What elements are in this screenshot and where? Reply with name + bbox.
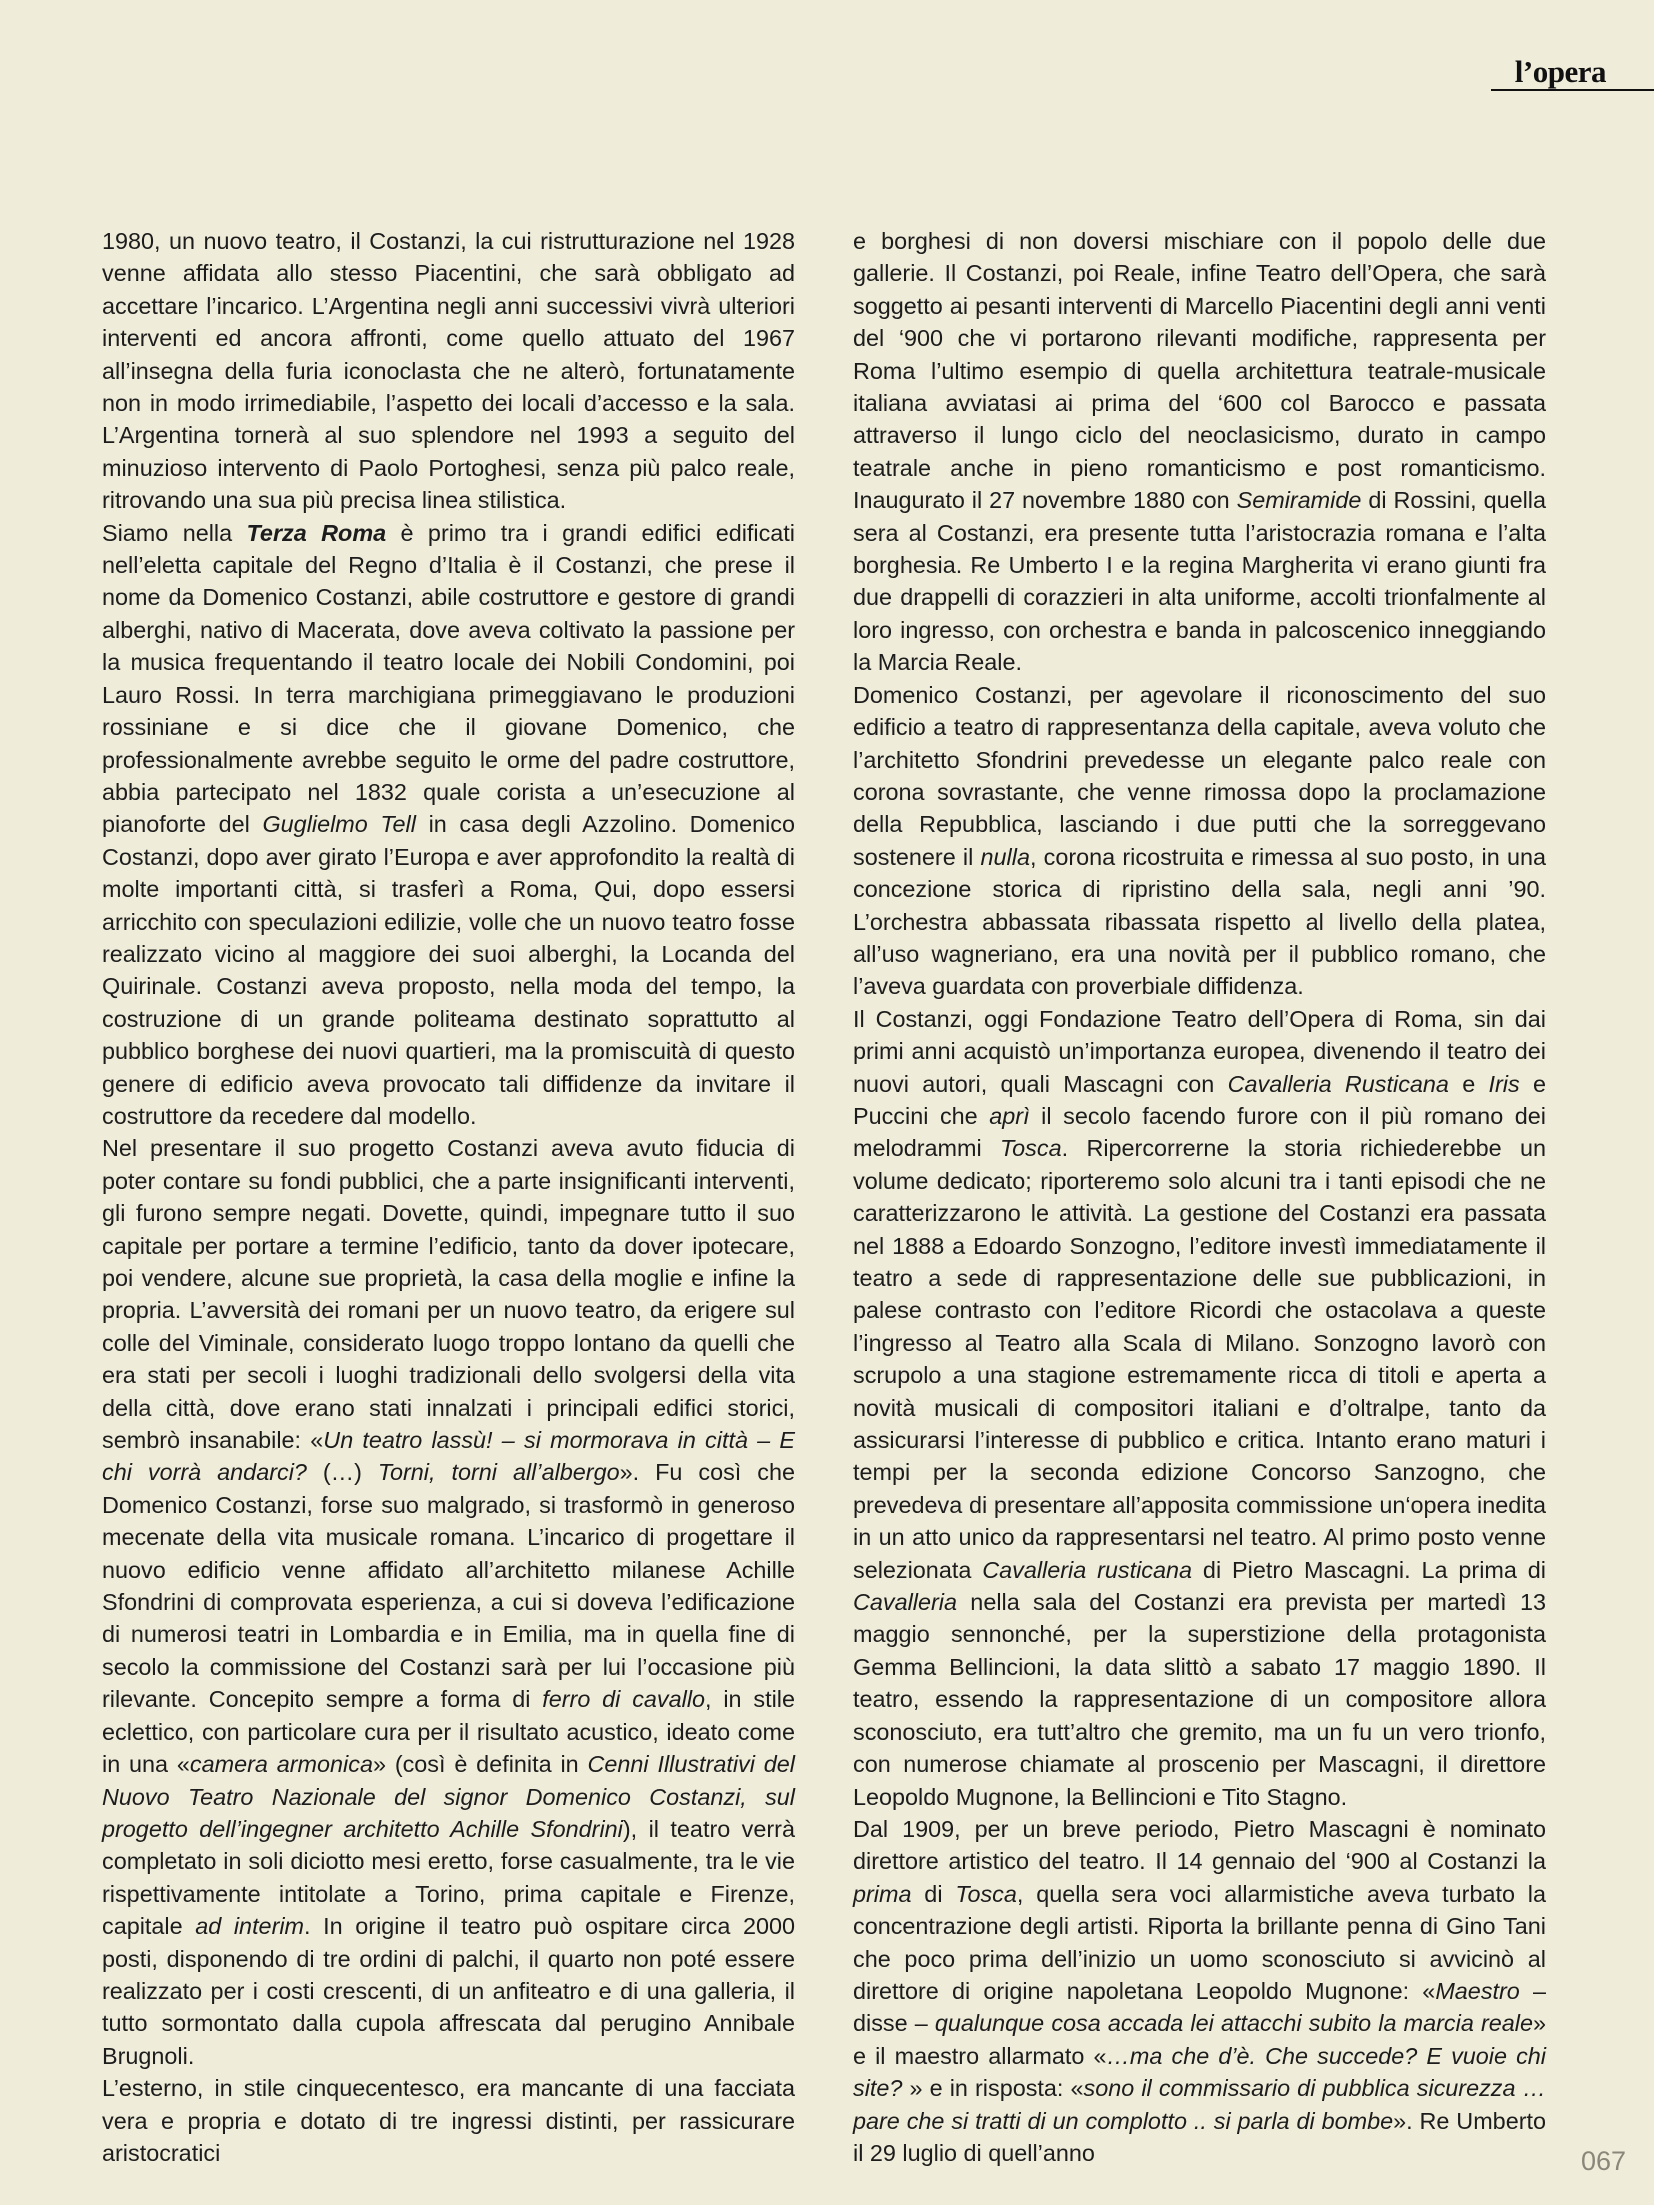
text-run: » e il maestro allarmato « (853, 2010, 1546, 2069)
text-run: di (911, 1880, 956, 1907)
text-run: e (1448, 1070, 1489, 1097)
paragraph (102, 2072, 795, 2169)
text-run: nulla (980, 843, 1030, 870)
text-run: ad interim (195, 1913, 305, 1940)
text-run: – disse – (853, 1977, 1546, 2037)
header-rule (1491, 89, 1654, 91)
text-run: Il Costanzi, oggi Fondazione Teatro dell’Opera di Roma, sin dai primi anni acquistò un’importanza europea, divenendo il teatro dei nuovi autori, quali Mascagni con (853, 1005, 1546, 1097)
text-run: Tosca (1000, 1135, 1062, 1162)
text-run: Guglielmo Tell (262, 811, 416, 838)
text-run: (…) (306, 1459, 378, 1486)
text-run: , quella sera voci allarmistiche aveva turbato la concentrazione degli artisti. Riporta la brillante penna di Gino Tani che poco prima dell’inizio un uomo sconosciuto si avvicinò al direttore di origine napoletana Leopoldo Mugnone: « (853, 1880, 1546, 2004)
text-run: 1980, un nuovo teatro, il Costanzi, la cui ristrutturazione nel 1928 venne affidata allo stesso Piacentini, che sarà obbligato ad accettare l’incarico. L’Argentina negli anni successivi vivrà ulteriori interventi ed ancora affronti, come quello attuato del 1967 all’insegna della furia iconoclasta che ne alterò, fortunatamente non in modo irrimediabile, l’aspetto dei locali d’accesso e la sala. L’Argentina tornerà al suo splendore nel 1993 a seguito del minuzioso intervento di Paolo Portoghesi, senza più palco reale, ritrovando una sua più precisa linea stilistica. (102, 228, 795, 514)
text-run: ferro di cavallo (542, 1686, 706, 1713)
text-run: Cavalleria rusticana (982, 1556, 1193, 1583)
page-number: 067 (1580, 2146, 1626, 2176)
text-run: ), il teatro verrà completato in soli diciotto mesi eretto, forse casualmente, tra le vie rispettivamente intitolate a Torino, prima capitale e Firenze, capitale (102, 1815, 795, 1940)
text-run: di Rossini, quella sera al Costanzi, era presente tutta l’aristocrazia romana e l’alta borghesia. Re Umberto I e la regina Margherita vi erano giunti fra due drappelli di corazzieri in alta uniforme, accolti trionfalmente al loro ingresso, con orchestra e banda in palcoscenico inneggiando la Marcia Reale. (853, 487, 1546, 676)
text-run: Torni, torni all’albergo (377, 1459, 620, 1486)
paragraph (853, 225, 1546, 679)
text-run: Domenico Costanzi, per agevolare il riconoscimento del suo edificio a teatro di rappresentanza della capitale, aveva voluto che l’architetto Sfondrini prevedesse un elegante palco reale con corona sovrastante, che venne rimossa dopo la proclamazione della Repubblica, lasciando i due putti che la sorreggevano sostenere il (853, 681, 1546, 870)
text-run: ». Re Umberto il 29 luglio di quell’anno (853, 2107, 1546, 2166)
text-run: Cavalleria Rusticana (1227, 1070, 1449, 1097)
text-run: » (così è definita in (372, 1751, 588, 1778)
text-run: …ma che d’è. Che succede? E vuoie chi site? (853, 2042, 1546, 2102)
text-run: di Pietro Mascagni. La prima di (1192, 1556, 1546, 1583)
section-title: l’opera (1514, 54, 1606, 89)
text-run: Siamo nella (102, 519, 247, 546)
text-run: prima (853, 1880, 912, 1907)
text-run: qualunque cosa accada lei attacchi subito la marcia reale (934, 2010, 1533, 2037)
text-run: Terza Roma (246, 519, 387, 546)
text-run: L’esterno, in stile cinquecentesco, era mancante di una facciata vera e propria e dotato di tre ingressi distinti, per rassicurare aristocratici (102, 2075, 795, 2166)
text-run: Maestro (1435, 1977, 1520, 2004)
text-column-left (102, 225, 795, 2169)
text-run: in casa degli Azzolino. Domenico Costanzi, dopo aver girato l’Europa e aver approfondito la realtà di molte importanti città, si trasferì a Roma, Qui, dopo essersi arricchito con speculazioni edilizie, volle che un nuovo teatro fosse realizzato vicino al maggiore dei suoi alberghi, la Locanda del Quirinale. Costanzi aveva proposto, nella moda del tempo, la costruzione di un grande politeama destinato soprattutto al pubblico borghese dei nuovi quartieri, ma la promiscuità di questo genere di edificio aveva provocato tali diffidenze da invitare il costruttore da recedere dal modello. (102, 811, 795, 1129)
text-run: » e in risposta: « (902, 2075, 1084, 2102)
text-run: ». Fu così che Domenico Costanzi, forse suo malgrado, si trasformò in generoso mecenate della vita musicale romana. L’incarico di progettare il nuovo edificio venne affidato all’architetto milanese Achille Sfondrini di comprovata esperienza, a cui si doveva l’edificazione di numerosi teatri in Lombardia e in Emilia, ma in quella fine di secolo la commissione del Costanzi sarà per lui l’occasione più rilevante. Concepito sempre a forma di (102, 1459, 795, 1713)
paragraph (102, 1132, 795, 2072)
text-run: è primo tra i grandi edifici edificati nell’eletta capitale del Regno d’Italia è il Costanzi, che prese il nome da Domenico Costanzi, abile costruttore e gestore di grandi alberghi, nativo di Macerata, dove aveva coltivato la passione per la musica frequentando il teatro locale dei Nobili Condomini, poi Lauro Rossi. In terra marchigiana primeggiavano le produzioni rossiniane e si dice che il giovane Domenico, che professionalmente avrebbe seguito le orme del padre costruttore, abbia partecipato nel 1832 quale corista a un’esecuzione al pianoforte del (102, 519, 795, 838)
text-run: , corona ricostruita e rimessa al suo posto, in una concezione storica di ripristino della sala, negli anni ’90. L’orchestra abbassata ribassata rispetto al livello della platea, all’uso wagneriano, era una novità per il pubblico romano, che l’aveva guardata con proverbiale diffidenza. (853, 843, 1546, 1000)
text-run: il secolo facendo furore con il più romano dei melodrammi (853, 1102, 1546, 1162)
text-run: , in stile eclettico, con particolare cura per il risultato acustico, ideato come in una « (102, 1686, 795, 1778)
text-run: Nel presentare il suo progetto Costanzi aveva avuto fiducia di poter contare su fondi pubblici, che a parte insignificanti interventi, gli furono sempre negati. Dovette, quindi, impegnare tutto il suo capitale per portare a termine l’edificio, tanto da dover ipotecare, poi vendere, alcune sue proprietà, la casa della moglie e infine la propria. L’avversità dei romani per un nuovo teatro, da erigere sul colle del Viminale, considerato luogo troppo lontano da quelli che era stati per secoli i luoghi tradizionali dello svolgersi della vita della città, dove erano stati innalzati i principali edifici storici, sembrò insanabile: « (102, 1135, 795, 1454)
text-run: Tosca (955, 1880, 1017, 1907)
text-run: aprì (989, 1102, 1030, 1129)
text-run: Semiramide (1236, 487, 1362, 514)
text-column-right (853, 225, 1546, 2169)
text-run: nella sala del Costanzi era prevista per martedì 13 maggio sennonché, per la superstizione della protagonista Gemma Bellincioni, la data slittò a sabato 17 maggio 1890. Il teatro, essendo la rappresentazione di un compositore allora sconosciuto, era tutt’altro che gremito, ma un fu un vero trionfo, con numerose chiamate al proscenio per Mascagni, il direttore Leopoldo Mugnone, la Bellincioni e Tito Stagno. (853, 1589, 1546, 1810)
text-run: Cenni Illustrativi del Nuovo Teatro Nazionale del signor Domenico Costanzi, sul progetto dell’ingegner architetto Achille Sfondrini (102, 1751, 795, 1842)
paragraph (102, 225, 795, 517)
text-run: Cavalleria (853, 1589, 958, 1616)
paragraph (853, 679, 1546, 1003)
text-run: camera armonica (189, 1751, 373, 1778)
text-run: sono il commissario di pubblica sicurezza … pare che si tratti di un complotto .. si parla di bombe (853, 2075, 1546, 2134)
text-run: Dal 1909, per un breve periodo, Pietro Mascagni è nominato direttore artistico del teatro. Il 14 gennaio del ‘900 al Costanzi la (853, 1815, 1546, 1875)
text-run: . In origine il teatro può ospitare circa 2000 posti, disponendo di tre ordini di palchi, il quarto non poté essere realizzato per i costi crescenti, di un anfiteatro e di una galleria, il tutto sormontato dalla cupola affrescata dal perugino Annibale Brugnoli. (102, 1913, 795, 2069)
text-run: . Ripercorrerne la storia richiederebbe un volume dedicato; riporteremo solo alcuni tra i tanti episodi che ne caratterizzarono le attività. La gestione del Costanzi era passata nel 1888 a Edoardo Sonzogno, l’editore investì immediatamente il teatro a sede di rappresentazione delle sue pubblicazioni, in palese contrasto con l’editore Ricordi che ostacolava a queste l’ingresso al Teatro alla Scala di Milano. Sonzogno lavorò con scrupolo a una stagione estremamente ricca di titoli e aperta a novità musicali di compositori italiani e d’oltralpe, tanto da assicurarsi l’interesse di pubblico e critica. Intanto erano maturi i tempi per la seconda edizione Concorso Sanzogno, che prevedeva di presentare all’apposita commissione un‘opera inedita in un atto unico da rappresentarsi nel teatro. Al primo posto venne selezionata (853, 1135, 1546, 1583)
paragraph (102, 517, 795, 1133)
paragraph (853, 1003, 1546, 1813)
text-run: Iris (1488, 1070, 1520, 1097)
text-run: Un teatro lassù! – si mormorava in città – E chi vorrà andarci? (102, 1427, 796, 1486)
text-run: e borghesi di non doversi mischiare con il popolo delle due gallerie. Il Costanzi, poi Reale, infine Teatro dell’Opera, che sarà soggetto ai pesanti interventi di Marcello Piacentini degli anni venti del ‘900 che vi portarono rilevanti modifiche, rappresenta per Roma l’ultimo esempio di quella architettura teatrale-musicale italiana avviatasi ai prima del ‘600 col Barocco e passata attraverso il lungo ciclo del neoclasicismo, durato in campo teatrale anche in pieno romanticismo e post romanticismo. Inaugurato il 27 novembre 1880 con (853, 228, 1546, 514)
text-run: e Puccini che (853, 1070, 1546, 1129)
paragraph (853, 1813, 1546, 2169)
